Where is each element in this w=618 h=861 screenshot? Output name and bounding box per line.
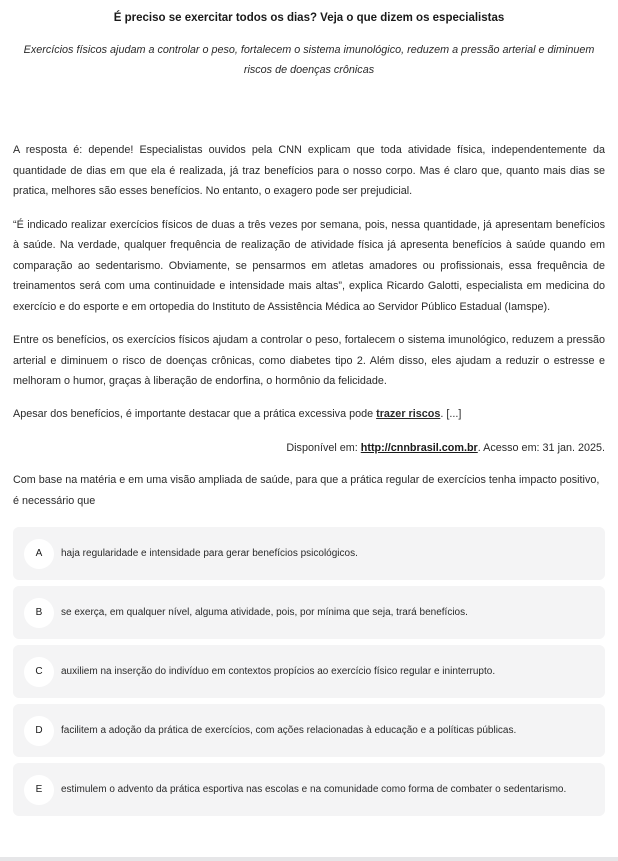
source-citation — [13, 438, 605, 458]
option-letter: C — [24, 657, 54, 687]
paragraph-4-end: . [...] — [440, 407, 462, 420]
option-b[interactable] — [13, 586, 605, 639]
article-subtitle: Exercícios físicos ajudam a controlar o peso, fortalecem o sistema imunológico, reduzem a pressão arterial e diminuem riscos de doenças crônicas — [23, 44, 595, 76]
option-letter: E — [24, 775, 54, 805]
article-paragraph-2: “É indicado realizar exercícios físicos de duas a três vezes por semana, pois, nessa quantidade, já apresentam benefícios à saúde. Na verdade, qualquer frequência de realização de atividade física já apresenta benefícios à saúde quando em comparação ao sedentarismo. Obviamente, se pensarmos em atletas amadores ou profissionais, essa frequência de treinamentos será com uma continuidade e intensidade mais altas”, explica Ricardo Galotti, especialista em medicina do exercício e do esporte e em ortopedia do Instituto de Assistência Médica ao Servidor Público Estadual (Iamspe). — [13, 218, 605, 313]
source-link[interactable]: http://cnnbrasil.com.br — [360, 442, 478, 454]
option-a[interactable] — [13, 527, 605, 580]
option-d[interactable] — [13, 704, 605, 757]
option-text: haja regularidade e intensidade para gerar benefícios psicológicos. — [61, 547, 358, 559]
article-paragraph-1: A resposta é: depende! Especialistas ouvidos pela CNN explicam que toda atividade física, independentemente da quantidade de dias em que ela é realizada, já traz benefícios para o nosso corpo. Mas é claro que, quanto mais dias se pratica, melhores são esses benefícios. No entanto, o exagero pode ser prejudicial. — [13, 144, 605, 197]
option-text: estimulem o advento da prática esportiva nas escolas e na comunidade como forma de combater o sedentarismo. — [61, 783, 567, 795]
option-letter: D — [24, 716, 54, 746]
paragraph-4-start: Apesar dos benefícios, é importante destacar que a prática excessiva pode — [13, 407, 377, 420]
option-letter: B — [24, 598, 54, 628]
question-statement: Com base na matéria e em uma visão ampliada de saúde, para que a prática regular de exercícios tenha impacto positivo, é necessário que — [13, 474, 600, 507]
answer-options — [13, 527, 605, 816]
source-prefix: Disponível em: — [286, 442, 361, 454]
option-text: auxiliem na inserção do indivíduo em contextos propícios ao exercício físico regular e ininterrupto. — [61, 665, 496, 677]
option-text: facilitem a adoção da prática de exercícios, com ações relacionadas à educação e a políticas públicas. — [61, 724, 517, 736]
article-paragraph-3: Entre os benefícios, os exercícios físicos ajudam a controlar o peso, fortalecem o sistema imunológico, reduzem a pressão arterial e diminuem o risco de doenças crônicas, como diabetes tipo 2. Além disso, eles ajudam a reduzir o estresse e melhoram o humor, graças à liberação de endorfina, o hormônio da felicidade. — [13, 334, 605, 387]
article-title: É preciso se exercitar todos os dias? Veja o que dizem os especialistas — [113, 12, 505, 24]
option-text: se exerça, em qualquer nível, alguma atividade, pois, por mínima que seja, trará benefícios. — [61, 606, 468, 618]
bottom-divider — [0, 857, 618, 861]
risks-link[interactable]: trazer riscos — [376, 407, 441, 420]
option-letter: A — [24, 539, 54, 569]
option-e[interactable] — [13, 763, 605, 816]
option-c[interactable] — [13, 645, 605, 698]
article-paragraph-4 — [13, 404, 605, 425]
source-suffix: . Acesso em: 31 jan. 2025. — [477, 442, 605, 454]
